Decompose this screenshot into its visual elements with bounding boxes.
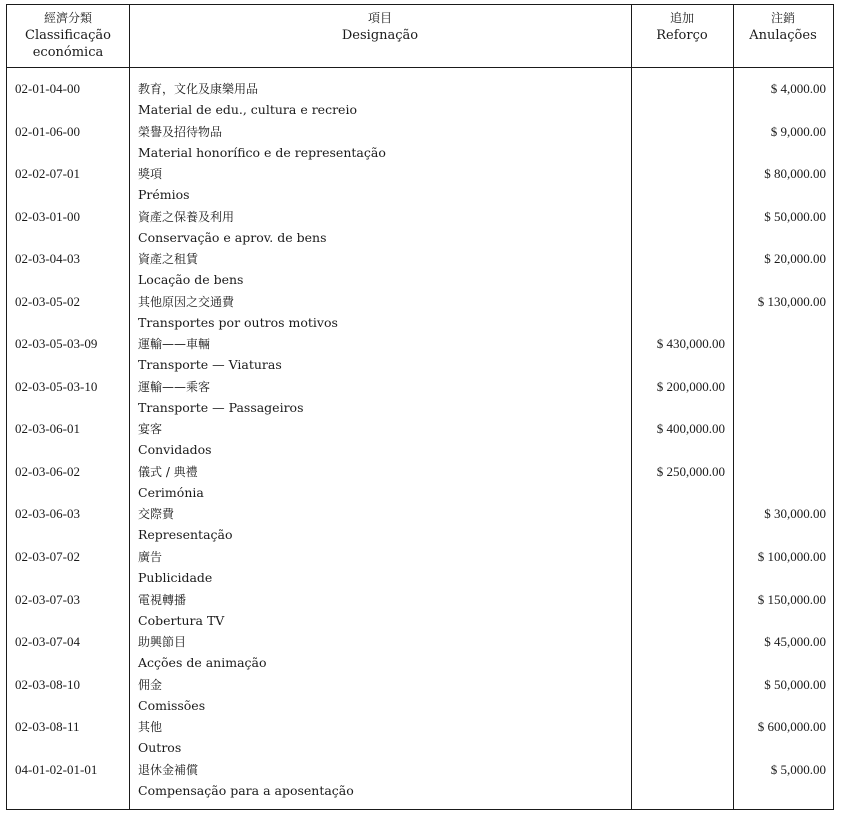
row-designation-pt: Material honorífico e de representação — [138, 144, 386, 160]
row-code: 02-03-05-03-09 — [15, 336, 98, 352]
budget-table — [6, 4, 834, 810]
header-reinforcement-zh: 追加 — [669, 11, 694, 25]
row-reforco: $ 400,000.00 — [656, 421, 725, 437]
table-row — [7, 419, 833, 462]
row-designation-zh: 資產之租賃 — [138, 252, 199, 267]
header-classification-pt: Classificação — [25, 28, 111, 43]
row-anulacao: $ 45,000.00 — [764, 634, 826, 650]
row-anulacao: $ 600,000.00 — [757, 719, 826, 735]
row-designation-zh: 退休金補償 — [138, 762, 199, 777]
row-code: 02-01-06-00 — [15, 123, 80, 139]
row-anulacao: $ 100,000.00 — [757, 549, 826, 565]
table-row — [7, 334, 833, 377]
row-designation-pt: Material de edu., cultura e recreio — [138, 102, 357, 117]
row-code: 02-03-01-00 — [15, 208, 80, 224]
row-designation-zh: 運輸——車輛 — [138, 337, 211, 352]
table-row — [7, 249, 833, 292]
table-row — [7, 632, 833, 675]
row-code: 02-03-06-01 — [15, 421, 80, 437]
row-code: 04-01-02-01-01 — [15, 761, 98, 777]
table-row — [7, 79, 833, 122]
row-designation-pt: Transportes por outros motivos — [138, 314, 338, 330]
row-code: 02-03-05-03-10 — [15, 378, 98, 394]
table-row — [7, 122, 833, 165]
row-code: 02-03-04-03 — [15, 251, 80, 267]
table-row — [7, 760, 833, 803]
row-designation-zh: 交際費 — [138, 507, 175, 522]
header-designation — [129, 10, 631, 44]
row-code: 02-03-06-03 — [15, 506, 80, 522]
row-designation-pt: Publicidade — [138, 570, 213, 586]
row-designation-zh: 榮譽及招待物品 — [138, 124, 223, 139]
table-row — [7, 164, 833, 207]
row-designation-zh: 教育，文化及康樂用品 — [138, 82, 259, 96]
row-code: 02-03-05-02 — [15, 293, 80, 309]
row-designation-zh: 儀式 / 典禮 — [138, 464, 198, 479]
row-designation-pt: Transporte — Passageiros — [138, 399, 304, 415]
row-anulacao: $ 5,000.00 — [770, 761, 826, 777]
table-row — [7, 590, 833, 633]
row-anulacao: $ 80,000.00 — [764, 166, 826, 182]
header-divider — [7, 67, 833, 68]
row-designation-zh: 資產之保養及利用 — [138, 209, 235, 224]
row-designation-pt: Acções de animação — [138, 655, 267, 671]
row-designation-zh: 佣金 — [138, 677, 163, 692]
row-anulacao: $ 20,000.00 — [764, 251, 826, 267]
row-designation-zh: 運輸——乘客 — [138, 379, 211, 394]
row-code: 02-03-08-10 — [15, 676, 80, 692]
table-row — [7, 292, 833, 335]
header-reinforcement — [631, 10, 733, 44]
row-designation-pt: Outros — [138, 740, 182, 756]
row-designation-pt: Prémios — [138, 187, 190, 203]
header-reinforcement-pt: Reforço — [656, 28, 708, 43]
row-designation-pt: Cobertura TV — [138, 612, 225, 628]
table-row — [7, 207, 833, 250]
table-row — [7, 462, 833, 505]
row-designation-pt: Representação — [138, 527, 233, 543]
row-designation-zh: 宴客 — [138, 422, 163, 437]
row-reforco: $ 200,000.00 — [656, 378, 725, 394]
table-row — [7, 717, 833, 760]
row-designation-zh: 其他 — [138, 720, 163, 735]
row-designation-pt: Compensação para a aposentação — [138, 782, 354, 798]
row-code: 02-02-07-01 — [15, 166, 80, 182]
row-anulacao: $ 4,000.00 — [770, 81, 826, 96]
row-designation-pt: Locação de bens — [138, 272, 244, 288]
row-anulacao: $ 130,000.00 — [757, 293, 826, 309]
row-designation-zh: 其他原因之交通費 — [138, 294, 235, 309]
header-cancellation-pt: Anulações — [749, 28, 817, 43]
row-anulacao: $ 150,000.00 — [757, 591, 826, 607]
row-designation-zh: 電視轉播 — [138, 592, 187, 607]
row-designation-pt: Convidados — [138, 442, 212, 458]
header-classification — [7, 10, 129, 61]
table-row — [7, 377, 833, 420]
table-body — [7, 79, 833, 802]
header-classification-zh: 經濟分類 — [43, 11, 92, 25]
row-anulacao: $ 50,000.00 — [764, 208, 826, 224]
header-classification-pt2: económica — [32, 45, 104, 60]
row-reforco: $ 250,000.00 — [656, 463, 725, 479]
row-code: 02-03-07-03 — [15, 591, 80, 607]
row-anulacao: $ 50,000.00 — [764, 676, 826, 692]
row-anulacao: $ 9,000.00 — [770, 123, 826, 139]
table-row — [7, 504, 833, 547]
row-designation-pt: Comissões — [138, 697, 206, 713]
row-designation-zh: 助興節目 — [138, 635, 187, 650]
row-designation-zh: 廣告 — [138, 550, 163, 565]
row-code: 02-03-06-02 — [15, 463, 80, 479]
row-code: 02-03-07-04 — [15, 634, 80, 650]
row-anulacao: $ 30,000.00 — [764, 506, 826, 522]
table-row — [7, 547, 833, 590]
row-designation-pt: Conservação e aprov. de bens — [138, 229, 327, 245]
row-designation-pt: Transporte — Viaturas — [138, 357, 282, 373]
table-row — [7, 675, 833, 718]
header-designation-zh: 項目 — [367, 11, 392, 25]
row-code: 02-01-04-00 — [15, 81, 80, 96]
row-designation-pt: Cerimónia — [138, 484, 204, 500]
header-designation-pt: Designação — [341, 28, 419, 43]
row-code: 02-03-07-02 — [15, 549, 80, 565]
row-reforco: $ 430,000.00 — [656, 336, 725, 352]
row-code: 02-03-08-11 — [15, 719, 80, 735]
row-designation-zh: 獎項 — [138, 167, 163, 182]
header-cancellation-zh: 注銷 — [770, 11, 795, 25]
header-cancellation — [733, 10, 833, 44]
